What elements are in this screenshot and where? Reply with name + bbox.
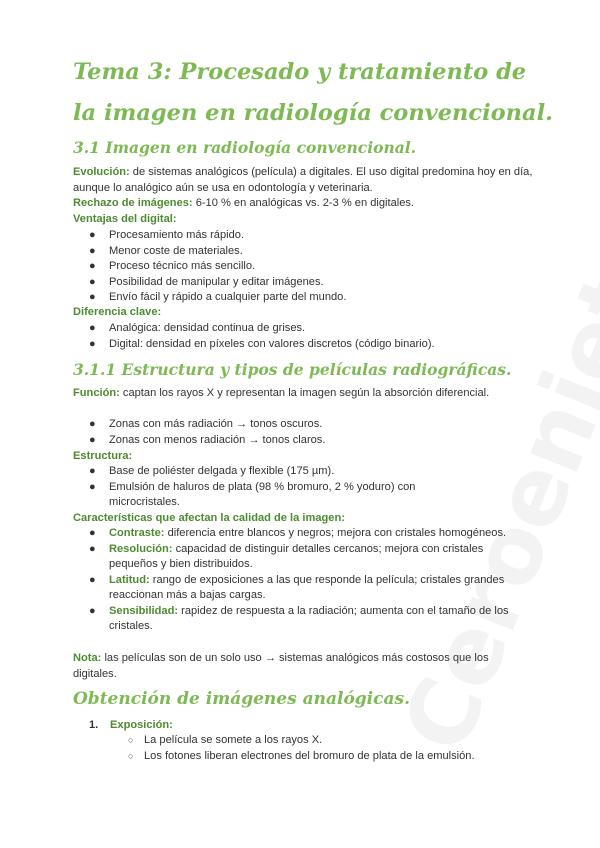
label-diferencia: Diferencia clave: bbox=[73, 306, 162, 318]
list-diferencias bbox=[73, 321, 535, 352]
paragraph-evolucion bbox=[73, 165, 535, 196]
list-item: ● Analógica: densidad continua de grises. bbox=[73, 321, 535, 337]
circle-bullet-icon: ○ bbox=[128, 735, 134, 745]
circle-bullet-icon: ○ bbox=[128, 750, 134, 761]
paragraph-nota bbox=[73, 651, 535, 682]
label-evolucion: Evolución: bbox=[73, 166, 130, 178]
label-estructura: Estructura: bbox=[73, 450, 133, 462]
bullet-icon: ● bbox=[89, 542, 96, 555]
list-item: ● Envío fácil y rápido a cualquier parte del mundo. bbox=[73, 290, 535, 306]
list-item: ● Latitud: rango de exposiciones a las que responde la película; cristales grandes reaccionan más a bajas cargas. bbox=[89, 573, 505, 601]
list-estructura bbox=[73, 464, 535, 511]
section-heading-obtencion: Obtención de imágenes analógicas. bbox=[73, 689, 410, 709]
paragraph-estructura bbox=[73, 449, 535, 465]
bullet-icon: ● bbox=[89, 291, 96, 303]
bullet-icon: ● bbox=[89, 573, 96, 586]
list-item: ● Contraste: diferencia entre blancos y negros; mejora con cristales homogéneos. bbox=[73, 526, 535, 542]
paragraph-ventajas bbox=[73, 212, 535, 228]
list-item: ● Proceso técnico más sencillo. bbox=[73, 259, 535, 275]
label-caracteristicas: Características que afectan la calidad de la imagen: bbox=[73, 512, 345, 524]
list-item: ○ La película se somete a los rayos X. bbox=[128, 733, 548, 749]
list-item: ● Base de poliéster delgada y flexible (175 µm). bbox=[73, 464, 535, 480]
list-exposicion bbox=[128, 733, 548, 764]
label-ventajas: Ventajas del digital: bbox=[73, 213, 177, 225]
text-rechazo: 6-10 % en analógicas vs. 2-3 % en digitales. bbox=[192, 197, 414, 209]
paragraph-rechazo bbox=[73, 196, 535, 212]
section-heading-imagen: 3.1 Imagen en radiología convencional. bbox=[73, 138, 417, 157]
paragraph-diferencia bbox=[73, 305, 535, 321]
list-item: ● Procesamiento más rápido. bbox=[73, 228, 535, 244]
bullet-icon: ● bbox=[89, 604, 96, 617]
bullet-icon: ● bbox=[89, 275, 96, 288]
paragraph-funcion bbox=[73, 386, 535, 402]
text-nota: las películas son de un solo uso → sistemas analógicos más costosos que los digitales. bbox=[73, 652, 489, 680]
step-label-exposicion: Exposición: bbox=[110, 719, 173, 731]
bullet-icon: ● bbox=[89, 244, 96, 257]
text-funcion: captan los rayos X y representan la imagen según la absorción diferencial. bbox=[119, 387, 490, 399]
list-ventajas bbox=[73, 228, 535, 306]
bullet-icon: ● bbox=[89, 418, 96, 430]
list-item: ● Zonas con menos radiación → tonos claros. bbox=[73, 433, 535, 449]
list-item: ● Resolución: capacidad de distinguir detalles cercanos; mejora con cristales pequeños y bien distribuidos. bbox=[89, 542, 484, 570]
bullet-icon: ● bbox=[89, 337, 96, 350]
section-heading-estructura: 3.1.1 Estructura y tipos de películas radiográficas. bbox=[73, 360, 512, 379]
bullet-icon: ● bbox=[89, 322, 96, 334]
bullet-icon: ● bbox=[89, 465, 96, 477]
bullet-icon: ● bbox=[89, 433, 96, 446]
paragraph-caracteristicas bbox=[73, 511, 535, 527]
page-title: Tema 3: Procesado y tratamiento de la imagen en radiología convencional. bbox=[73, 59, 553, 126]
list-item: ● Sensibilidad: rapidez de respuesta a la radiación; aumenta con el tamaño de los cristales. bbox=[89, 604, 509, 632]
list-item: ● Digital: densidad en píxeles con valores discretos (código binario). bbox=[73, 337, 535, 353]
list-item: ● Menor coste de materiales. bbox=[73, 244, 535, 260]
label-nota: Nota: bbox=[73, 652, 102, 664]
list-item: ● Zonas con más radiación → tonos oscuros. bbox=[73, 417, 535, 433]
bullet-icon: ● bbox=[89, 260, 96, 272]
list-item: ● Emulsión de haluros de plata (98 % bromuro, 2 % yoduro) con microcristales. bbox=[89, 480, 416, 508]
bullet-icon: ● bbox=[89, 527, 96, 539]
bullet-icon: ● bbox=[89, 480, 96, 493]
list-item: ● Posibilidad de manipular y editar imágenes. bbox=[73, 275, 535, 291]
list-item: ○ Los fotones liberan electrones del bromuro de plata de la emulsión. bbox=[128, 749, 548, 765]
label-rechazo: Rechazo de imágenes: bbox=[73, 197, 193, 209]
label-funcion: Función: bbox=[73, 387, 120, 399]
step-number: 1. bbox=[89, 719, 99, 731]
text-evolucion: de sistemas analógicos (película) a digitales. El uso digital predomina hoy en día, aunque lo analógico aún se usa en odontología y veterinaria. bbox=[73, 166, 533, 194]
list-caracteristicas bbox=[73, 526, 535, 635]
bullet-icon: ● bbox=[89, 229, 96, 241]
list-funcion bbox=[73, 417, 535, 448]
